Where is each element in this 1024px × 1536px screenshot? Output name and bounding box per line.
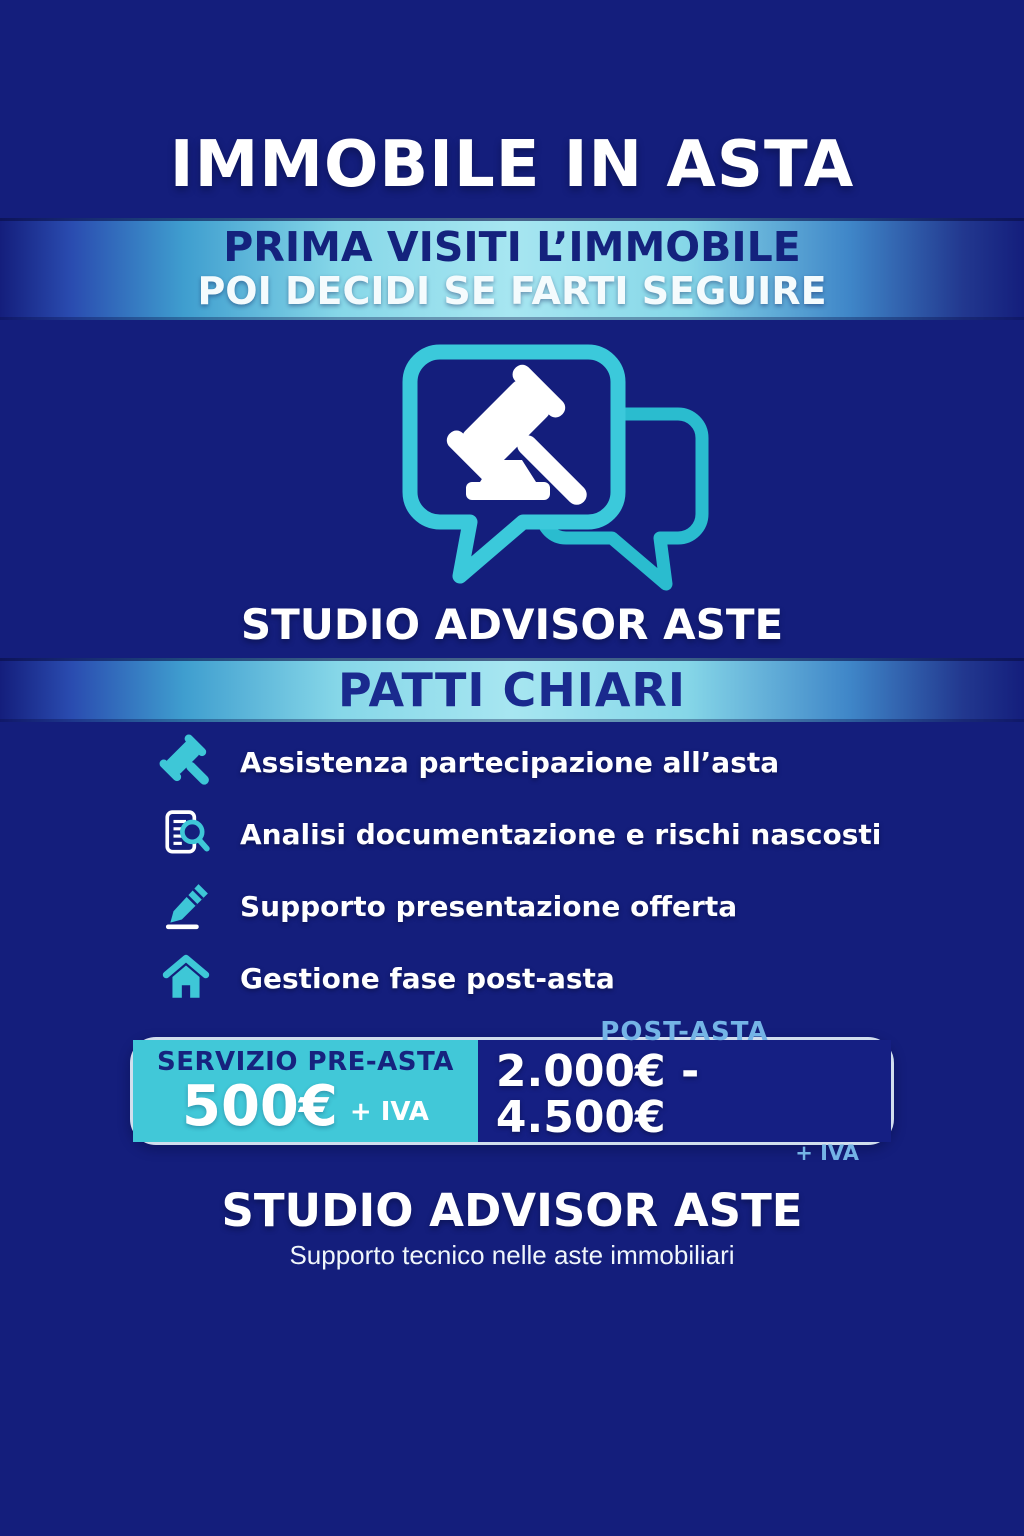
list-item [158,808,898,860]
house-icon [158,952,214,1004]
pre-asta-label: SERVIZIO PRE-ASTA [157,1047,454,1077]
patti-chiari-ribbon [0,658,1024,722]
feature-label: Assistenza partecipazione all’asta [240,745,780,779]
ribbon-text: PATTI CHIARI [338,663,686,717]
pre-asta-box [133,1040,478,1142]
post-asta-label: POST-ASTA [600,1016,769,1047]
features-list [158,736,898,1024]
brand-name-footer: STUDIO ADVISOR ASTE [221,1184,803,1237]
pricing-panel [130,1016,894,1166]
list-item [158,736,898,788]
brand-tagline: Supporto tecnico nelle aste immobiliari [289,1240,735,1270]
list-item [158,880,898,932]
page-title: IMMOBILE IN ASTA [169,128,855,202]
feature-label: Analisi documentazione e rischi nascosti [240,817,882,851]
brand-name-mid: STUDIO ADVISOR ASTE [240,600,784,649]
top-banner [0,218,1024,320]
top-banner-line1: PRIMA VISITI L’IMMOBILE [223,222,801,271]
list-item [158,952,898,1004]
pre-asta-vat: + IVA [349,1097,429,1127]
pre-asta-price: 500€ [182,1074,338,1139]
post-asta-price: 2.000€ - 4.500€ [495,1045,700,1143]
document-search-icon [158,808,214,860]
pen-icon [158,880,214,932]
top-banner-line2: POI DECIDI SE FARTI SEGUIRE [197,268,827,313]
chat-bubbles-gavel-icon [388,336,720,598]
post-asta-vat: + IVA [795,1141,859,1166]
gavel-icon [158,736,214,788]
feature-label: Supporto presentazione offerta [240,889,738,923]
post-asta-box [478,1016,891,1166]
feature-label: Gestione fase post-asta [240,961,615,995]
